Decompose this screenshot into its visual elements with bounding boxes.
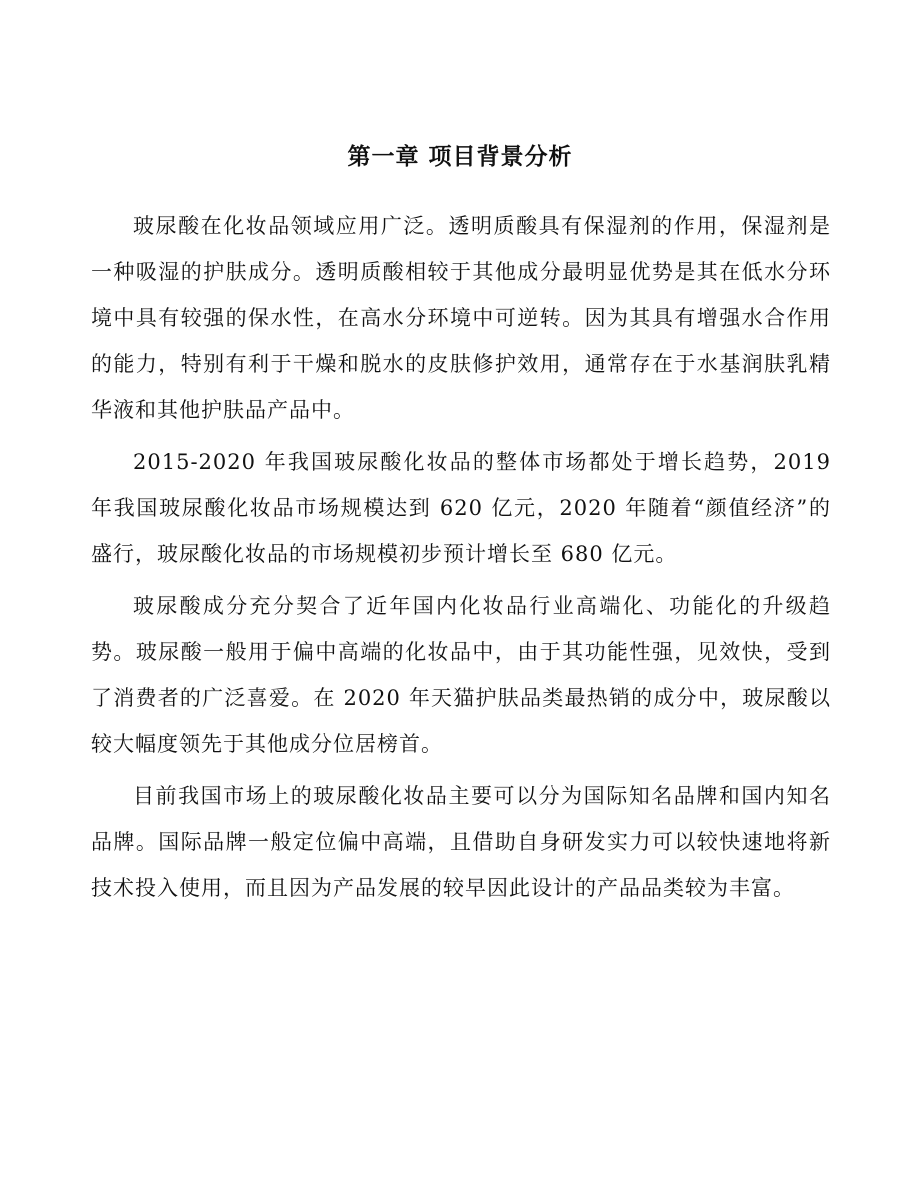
paragraph-brands: 目前我国市场上的玻尿酸化妆品主要可以分为国际知名品牌和国内知名品牌。国际品牌一般定位偏中高端，且借助自身研发实力可以较快速地将新技术投入使用，而且因为产品发展的较早因此设计的产品品类较为丰富。: [91, 784, 831, 900]
paragraph-market-size: 2015-2020 年我国玻尿酸化妆品的整体市场都处于增长趋势，2019 年我国玻尿酸化妆品市场规模达到 620 亿元，2020 年随着“颜值经济”的盛行，玻尿酸化妆品的市场规模初步预计增长至 680 亿元。: [91, 450, 831, 566]
paragraph-trend: 玻尿酸成分充分契合了近年国内化妆品行业高端化、功能化的升级趋势。玻尿酸一般用于偏中高端的化妆品中，由于其功能性强，见效快，受到了消费者的广泛喜爱。在 2020 年天猫护肤品类最热销的成分中，玻尿酸以较大幅度领先于其他成分位居榜首。: [91, 594, 831, 756]
chapter-title: 第一章 项目背景分析: [347, 144, 573, 170]
paragraph-intro: 玻尿酸在化妆品领域应用广泛。透明质酸具有保湿剂的作用，保湿剂是一种吸湿的护肤成分。透明质酸相较于其他成分最明显优势是其在低水分环境中具有较强的保水性，在高水分环境中可逆转。因为其具有增强水合作用的能力，特别有利于干燥和脱水的皮肤修护效用，通常存在于水基润肤乳精华液和其他护肤品产品中。: [91, 214, 831, 422]
body-text: [91, 203, 831, 917]
